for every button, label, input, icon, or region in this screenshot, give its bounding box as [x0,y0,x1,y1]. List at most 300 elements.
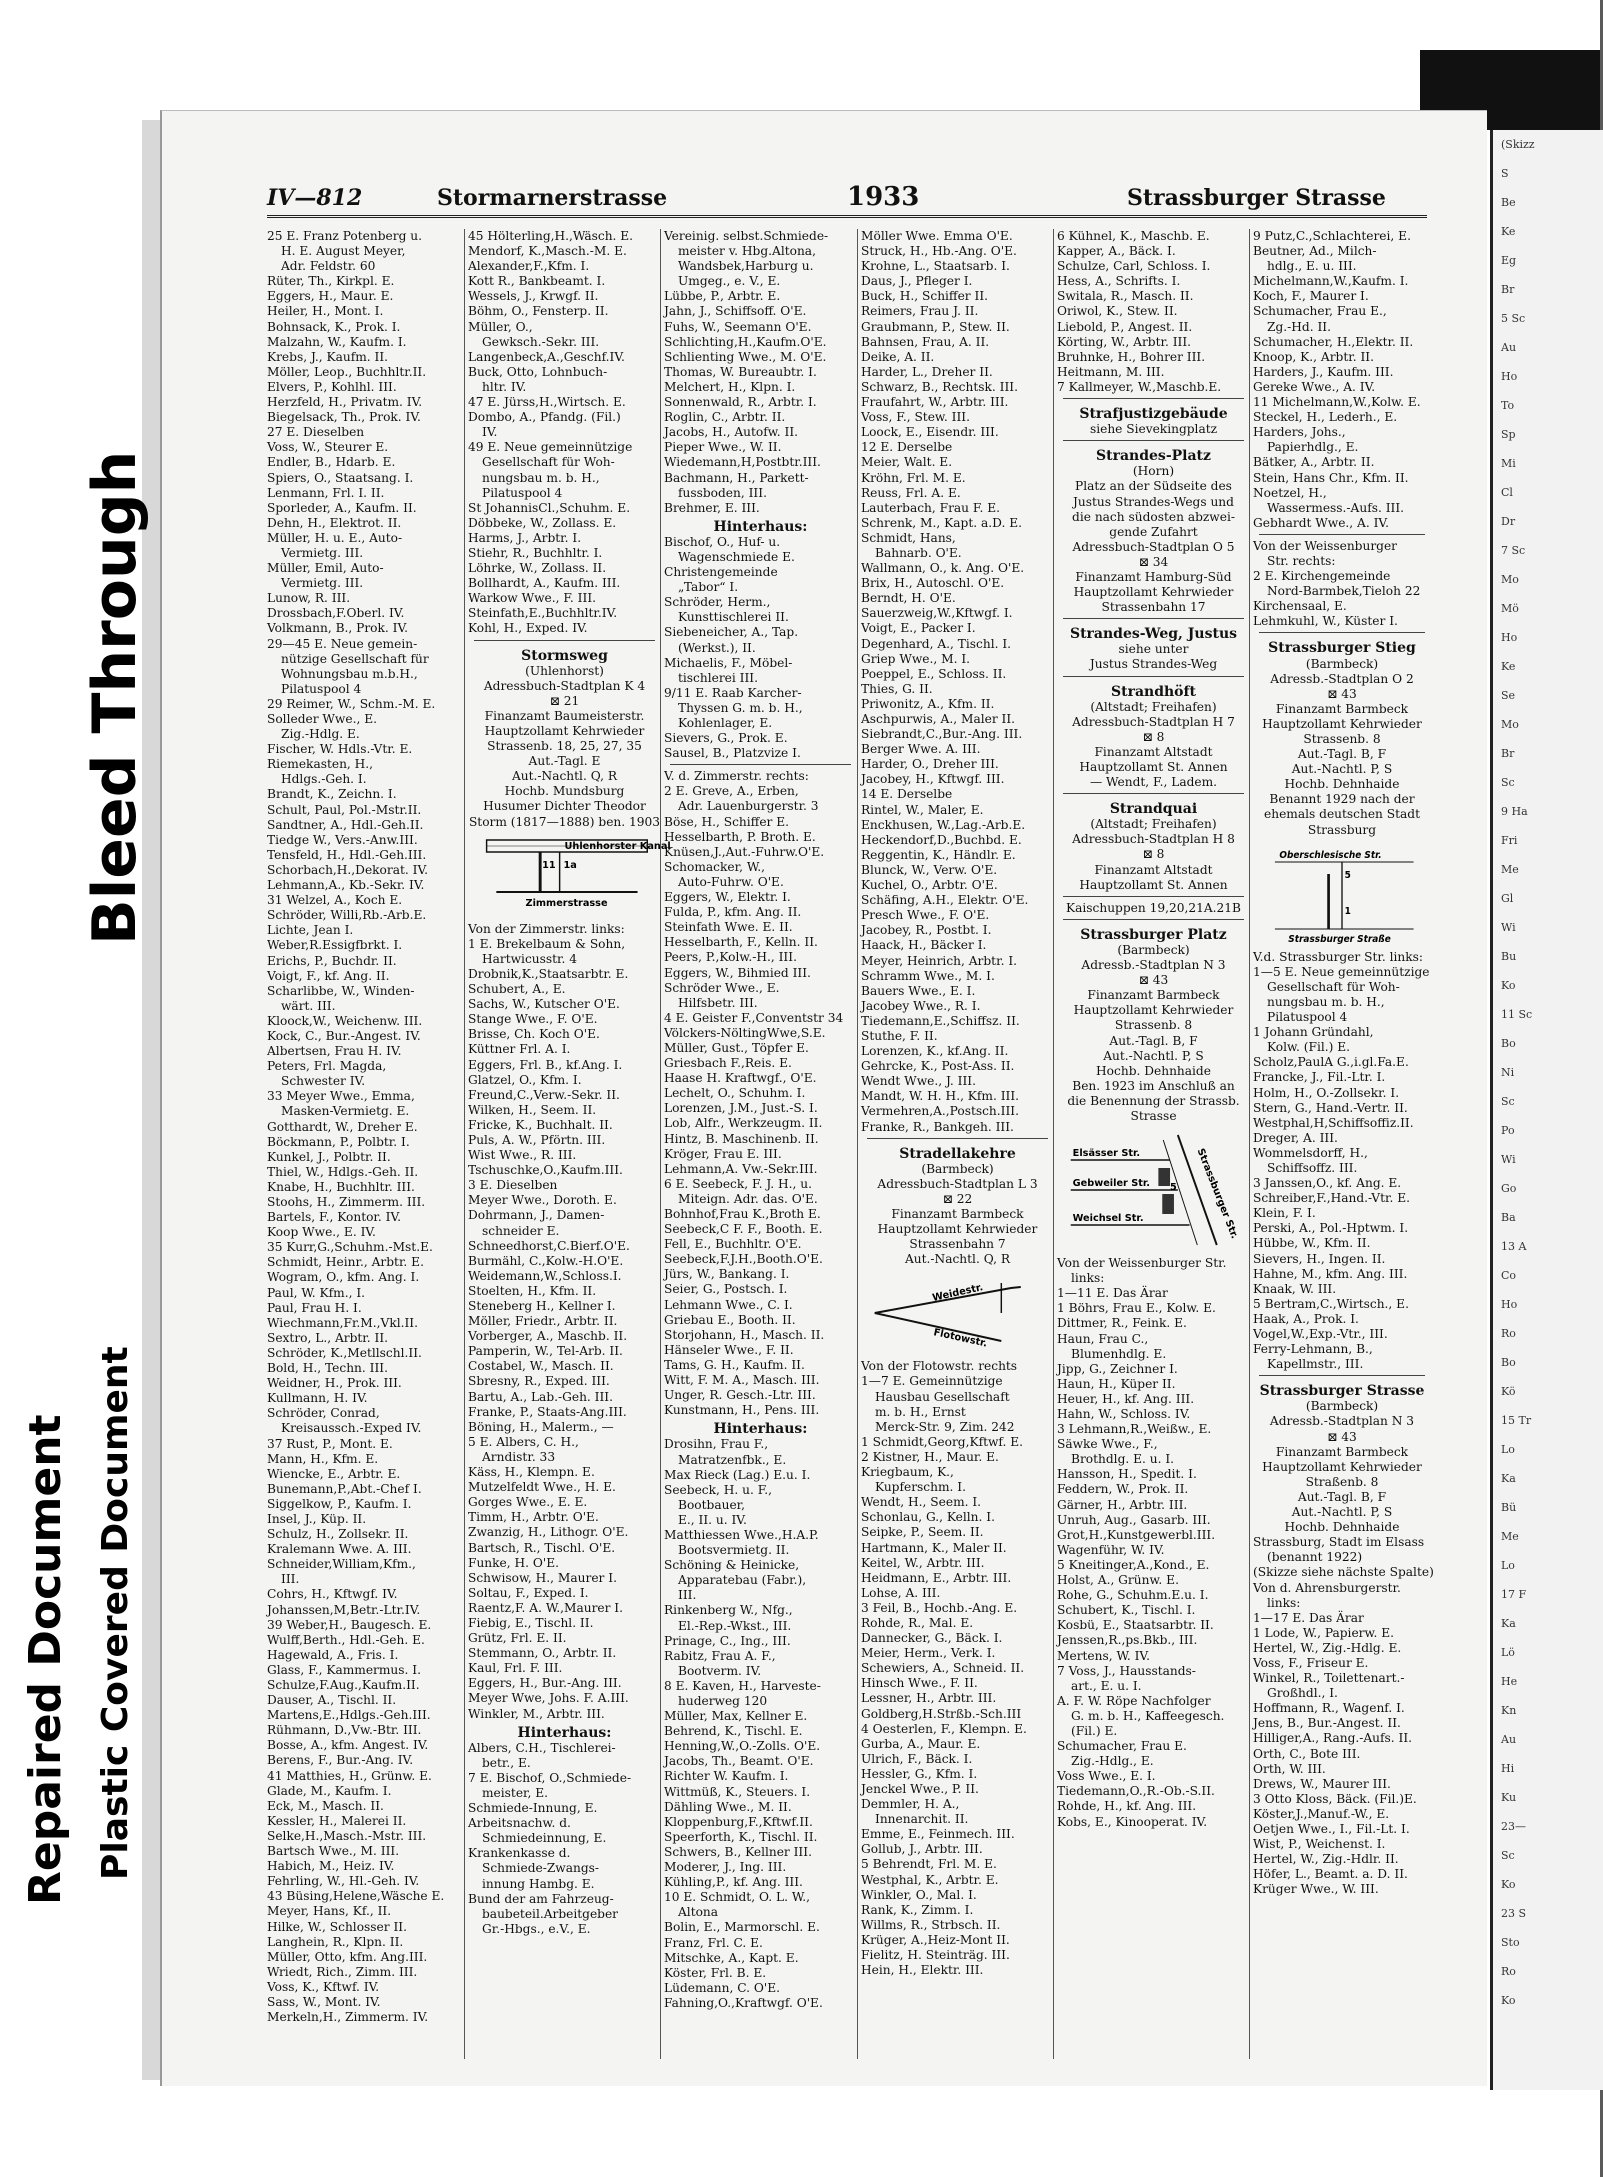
directory-entry: Ulrich, F., Bäck. I. [861,1751,973,1766]
next-page-fragment: Ho [1501,631,1518,644]
directory-entry: Wriedt, Rich., Zimm. III. [267,1964,418,1979]
directory-entry: Schramm Wwe., M. I. [861,968,995,983]
directory-entry-continuation: art., E. u. I. [1071,1678,1142,1693]
street-info: Finanzamt Altstadt [1094,862,1213,877]
directory-entry: Mann, H., Kfm. E. [267,1451,379,1466]
next-page-fragment: Br [1501,283,1515,296]
directory-entry: Gurba, A., Maur. E. [861,1736,981,1751]
directory-entry: Wallmann, O., k. Ang. O'E. [861,561,1025,576]
directory-entry: Langenbeck,A.,Geschf.IV. [468,349,625,364]
directory-entry: Raentz,F. A. W.,Maurer I. [468,1600,623,1615]
next-page-fragment: Po [1501,1124,1515,1137]
next-page-fragment: Ke [1501,225,1516,238]
directory-entry: Holm, H., O.-Zollsekr. I. [1253,1085,1400,1100]
directory-entry: Schwers, B., Kellner III. [664,1844,812,1859]
directory-entry: Bartu, A., Lab.-Geh. III. [468,1389,613,1404]
directory-entry: Schorbach,H.,Dekorat. IV. [267,862,428,877]
directory-entry: Fraufahrt, W., Arbtr. III. [861,395,1009,410]
directory-entry: Seebeck, H. u. F., [664,1482,773,1497]
directory-entry: Hesselbarth, F., Kelln. II. [664,935,818,950]
directory-entry: Max Rieck (Lag.) E.u. I. [664,1467,811,1482]
directory-entry: Scharlibbe, W., Winden- [267,983,415,998]
directory-entry: Steinfath,E.,Buchhltr.IV. [468,606,618,621]
directory-entry: Schlienting Wwe., M. O'E. [664,349,827,364]
directory-entry: 11 Michelmann,W.,Kolw. E. [1253,395,1421,410]
directory-entry: Brandt, K., Zeichn. I. [267,787,397,802]
directory-entry: Rohde, R., Mal. E. [861,1615,974,1630]
directory-entry: Lechelt, O., Schuhm. I. [664,1086,806,1101]
directory-entry: Witt, F. M. A., Masch. III. [664,1373,820,1388]
street-info: Hauptzollamt Kehrwieder [1073,1003,1234,1018]
directory-entry: Hinsch Wwe., F. II. [861,1676,978,1691]
directory-entry: 14 E. Derselbe [861,787,953,802]
street-info: Finanzamt Hamburg-Süd [1075,569,1232,584]
directory-entry: Harder, O., Dreher III. [861,757,999,772]
directory-entry: Gollub, J., Arbtr. III. [861,1842,983,1857]
next-page-fragment: Eg [1501,254,1517,267]
directory-entry: Jacobey, R., Postbt. I. [861,923,992,938]
next-page-fragment: Fri [1501,834,1518,847]
directory-entry: Haak, A., Prok. I. [1253,1311,1359,1326]
directory-entry: Steinfath Wwe. E. II. [664,920,793,935]
directory-entry: 1 E. Brekelbaum & Sohn, [468,936,626,951]
right-street-title: Strassburger Strasse [1127,185,1386,211]
directory-entry: Jacobs, H., Autofw. II. [664,425,799,440]
next-page-fragment: Bo [1501,1356,1516,1369]
directory-entry: 3 Feil, B., Hochb.-Ang. E. [861,1600,1018,1615]
directory-entry: Schult, Paul, Pol.-Mstr.II. [267,802,422,817]
directory-entry: Insel, J., Küp. II. [267,1511,367,1526]
directory-entry-continuation: meister v. Hbg.Altona, [678,244,816,259]
street-label-weichsel: Weichsel Str. [1072,1212,1144,1225]
street-info: Hochb. Dehnhaide [1096,1063,1211,1078]
directory-entry: Schäfing, A.H., Elektr. O'E. [861,893,1029,908]
street-heading: Strafjustizgebäude [1079,406,1228,423]
directory-entry: Weber,R.Essigfbrkt. I. [267,938,403,953]
street-info: ⊠ 43 [1138,973,1169,988]
street-info: ⊠ 34 [1138,554,1169,569]
directory-entry-continuation: IV. [482,425,498,440]
directory-entry: Mandt, W. H. H., Kfm. III. [861,1089,1020,1104]
next-page-fragment: Mo [1501,573,1519,586]
directory-entry: Möller Wwe. Emma O'E. [861,229,1013,243]
directory-entry: 2 Kistner, H., Maur. E. [861,1449,999,1464]
directory-entry: Hilliger,A., Rang.-Aufs. II. [1253,1731,1413,1746]
directory-entry: Lorenzen, K., kf.Ang. II. [861,1044,1009,1059]
next-page-fragment: Ke [1501,660,1516,673]
street-info: die nach südosten abzwei- [1072,509,1235,524]
directory-entry: Steneberg H., Kellner I. [468,1299,616,1313]
directory-entry: Drews, W., Maurer III. [1253,1776,1391,1791]
street-info: (Altstadt; Freihafen) [1090,699,1217,714]
directory-entry: Tensfeld, H., Hdl.-Geh.III. [267,847,427,862]
directory-entry-continuation: Pilatuspool 4 [482,485,563,500]
directory-entry: Bunemann,P.,Abt.-Chef I. [267,1481,422,1496]
directory-entry: Grot,H.,Kunstgewerbl.III. [1057,1527,1216,1542]
directory-entry: Kröhn, Frl. M. E. [861,470,966,485]
street-label-strassburger-strasse: Strassburger Straße [1288,933,1391,945]
directory-entry: Bachmann, H., Parkett- [664,470,809,485]
directory-entry: Noetzel, H., [1253,485,1327,500]
directory-entry-continuation: Vermietg. III. [281,545,364,560]
directory-entry: Enckhusen, W.,Lag.-Arb.E. [861,817,1026,832]
directory-entry: Thies, G. II. [861,681,933,696]
street-info: Finanzamt Altstadt [1094,744,1213,759]
street-info: die Benennung der Strassb. [1067,1093,1240,1108]
directory-entry: Höfer, L., Beamt. a. D. II. [1253,1867,1408,1882]
directory-entry: Gotthardt, W., Dreher E. [267,1119,418,1134]
directory-entry: Rabitz, Frau A. F., [664,1648,776,1663]
directory-entry: Stoohs, H., Zimmerm. III. [267,1195,426,1209]
directory-entry: Seier, G., Postsch. I. [664,1282,788,1297]
canal-label: Uhlenhorster Kanal [564,840,671,852]
directory-entry-continuation: Wandsbek,Harburg u. [678,259,814,274]
directory-entry: Bartsch Wwe., M. III. [267,1844,400,1859]
street-info: Justus Strandes-Wegs und [1073,494,1234,509]
directory-entry: Richter W. Kaufm. I. [664,1769,789,1784]
directory-entry: Schwisow, H., Maurer I. [468,1570,617,1585]
directory-entry: 1—17 E. Das Ärar [1253,1610,1364,1625]
directory-columns [267,229,1434,2059]
directory-entry: Fuhs, W., Seemann O'E. [664,319,812,334]
house-number: 5 [1344,869,1351,881]
directory-entry: Willms, R., Strbsch. II. [861,1917,1001,1932]
label-repaired-document: Repaired Document [20,1414,71,1905]
directory-entry: Kühling,P., kf. Ang. III. [664,1875,803,1890]
directory-entry: Wessels, J., Krwgf. II. [468,289,599,304]
directory-entry: Speerforth, K., Tischl. II. [664,1829,818,1844]
directory-entry: Schmidt, Hans, [861,530,956,545]
directory-entry: Böse, H., Schiffer E. [664,814,790,829]
directory-entry: Sievers, G., Prok. E. [664,731,788,746]
directory-entry: Oriwol, K., Stew. II. [1057,304,1178,319]
directory-entry: 4 Oesterlen, F., Klempn. E. [861,1721,1027,1736]
directory-entry: Hess, A., Schrifts. I. [1057,274,1181,289]
directory-entry: Wulff,Berth., Hdl.-Geh. E. [267,1632,425,1647]
directory-entry: Brisse, Ch. Koch O'E. [468,1027,600,1042]
next-page-fragment: Bo [1501,1037,1516,1050]
directory-entry: Harders, Johs., [1253,425,1346,440]
directory-entry: Von d. Ahrensburgerstr. [1253,1580,1401,1595]
column-1 [267,229,460,2059]
directory-entry: Völckers-NöltingWwe,S.E. [664,1025,826,1040]
directory-entry: Lüdemann, C. O'E. [664,1980,780,1995]
next-page-fragment: S [1501,167,1509,180]
directory-entry: Winkler, M., Arbtr. III. [468,1706,605,1721]
street-info: gende Zufahrt [1109,524,1198,539]
directory-entry: V.d. Strassburger Str. links: [1253,949,1424,964]
directory-entry: Gehrcke, K., Post-Ass. II. [861,1059,1015,1074]
directory-entry: Feddern, W., Prok. II. [1057,1482,1189,1497]
street-info: Aut.-Nachtl. P, S [1291,762,1393,777]
directory-entry: Henning,W.,O.-Zolls. O'E. [664,1739,821,1754]
directory-entry: 5 Behrendt, Frl. M. E. [861,1857,997,1872]
next-page-fragment: Wi [1501,1153,1516,1166]
directory-entry-continuation: baubeteil.Arbeitgeber [482,1906,619,1921]
directory-entry-continuation: nungsbau m. b. H., [482,470,600,485]
next-page-fragment: Sc [1501,1095,1515,1108]
directory-entry: Buck, Otto, Lohnbuch- [468,364,608,379]
directory-entry: Voigt, E., Packer I. [861,621,976,636]
next-page-fragment: 17 F [1501,1588,1527,1601]
directory-entry: Arbeitsnachw. d. [468,1816,571,1831]
street-info: Aut.-Tagl. B, F [1297,747,1387,762]
directory-entry: Schöning & Heinicke, [664,1558,800,1573]
directory-entry: Knabe, H., Buchhltr. III. [267,1179,415,1194]
street-info: (Horn) [1132,464,1175,479]
directory-entry: Jacobey Wwe., R. I. [861,998,981,1013]
section-divider [1063,793,1244,798]
directory-entry: Küttner Frl. A. I. [468,1042,571,1057]
directory-entry: Stern, G., Hand.-Vertr. II. [1253,1100,1408,1115]
directory-entry: Vorberger, A., Maschb. II. [468,1329,628,1344]
street-info: Hauptzollamt Kehrwieder [1262,716,1422,731]
directory-entry: Heitmann, M. III. [1057,364,1165,379]
directory-entry: 29—45 E. Neue gemein- [267,636,418,651]
directory-entry: Herzfeld, H., Privatm. IV. [267,395,423,410]
street-heading: Strassburger Platz [1080,926,1227,943]
directory-entry: Lichte, Jean I. [267,923,354,938]
directory-entry-continuation: H. E. August Meyer, [281,244,406,259]
directory-entry: Kullmann, H. IV. [267,1391,368,1406]
directory-entry: Lauterbach, Frau F. E. [861,500,1000,515]
directory-entry: 39 Weber,H., Baugesch. E. [267,1617,432,1632]
street-info: Straßenb. 8 [1305,1474,1379,1489]
next-page-fragment: Kn [1501,1704,1517,1717]
directory-entry: Malzahn, W., Kaufm. I. [267,334,407,349]
street-sketch-map3 [1061,1130,1246,1250]
directory-entry: Michaelis, F., Möbel- [664,655,793,670]
directory-entry: Wilken, H., Seem. II. [468,1102,597,1117]
directory-entry-continuation: Schiffsoffz. III. [1267,1160,1358,1175]
street-info: ⊠ 43 [1327,686,1357,701]
directory-entry: Siebrandt,C.,Bur.-Ang. III. [861,727,1023,742]
directory-entry-continuation: (Fil.) E. [1071,1723,1118,1738]
directory-entry: Drosihn, Frau F., [664,1437,769,1452]
directory-entry: Melchert, H., Klpn. I. [664,379,796,394]
directory-entry: Erichs, P., Buchdr. II. [267,953,397,968]
next-page-fragment: Sc [1501,776,1515,789]
directory-entry-continuation: Thyssen G. m. b. H., [678,700,803,715]
directory-entry: Mitschke, A., Kapt. E. [664,1950,799,1965]
directory-entry: Böhm, O., Fensterp. II. [468,304,609,319]
directory-entry: Kobs, E., Kinooperat. IV. [1057,1814,1208,1829]
street-info: Strassenbahn 7 [909,1237,1006,1252]
street-info: Aut.-Nachtl. Q, R [905,1252,1010,1267]
directory-entry: 45 Hölterling,H.,Wäsch. E. [468,229,634,243]
directory-entry: Böning, H., Malerm., — [468,1419,614,1434]
directory-entry: Schmiede-Innung, E. [468,1801,598,1816]
directory-entry: Sauerzweig,W.,Kftwgf. I. [861,606,1013,621]
directory-entry-continuation: Gesellschaft für Woh- [482,455,615,470]
directory-entry: Knaak, W. III. [1253,1281,1337,1296]
directory-entry: Griep Wwe., M. I. [861,651,971,666]
directory-entry: Gärner, H., Arbtr. III. [1057,1497,1188,1512]
directory-entry: Drobnik,K.,Staatsarbtr. E. [468,966,629,981]
next-page-fragment: Ka [1501,1617,1516,1630]
directory-entry: Elvers, P., Kohlhl. III. [267,379,397,394]
directory-entry: Kloock,W., Weichenw. III. [267,1013,423,1028]
directory-entry: Funke, H. O'E. [468,1555,559,1570]
directory-entry: Schonlau, G., Kelln. I. [861,1510,995,1525]
street-info: Adressb.-Stadtplan N 3 [1269,1414,1415,1429]
directory-entry: Burmähl, C.,Kolw.-H.O'E. [468,1253,624,1268]
directory-entry-continuation: Pilatuspool 4 [1267,1010,1348,1025]
directory-entry: 10 E. Schmidt, O. L. W., [664,1890,810,1905]
directory-entry-continuation: Arndistr. 33 [482,1449,556,1464]
directory-entry: Reimers, Frau J. II. [861,304,979,319]
directory-entry: Kapper, A., Bäck. I. [1057,244,1176,259]
next-page-fragment: Ro [1501,1327,1516,1340]
directory-entry: Roglin, C., Arbtr. II. [664,410,786,425]
directory-entry: Demmler, H. A., [861,1797,960,1812]
next-page-fragment: Ni [1501,1066,1515,1079]
directory-entry: Presch Wwe., F. O'E. [861,908,990,923]
section-divider [1259,632,1425,637]
directory-entry: 5 Bertram,C.,Wirtsch., E. [1253,1296,1409,1311]
directory-entry: Matthiessen Wwe.,H.A.P. [664,1527,819,1542]
directory-entry-continuation: schneider E. [482,1223,560,1238]
directory-entry-continuation: fussboden, III. [678,485,767,500]
directory-entry: Eggers, H., Bur.-Ang. III. [468,1676,622,1691]
directory-entry: Rohde, H., kf. Ang. III. [1057,1799,1197,1814]
directory-entry-continuation: Masken-Vermietg. E. [281,1104,410,1119]
directory-entry-continuation: Brothdlg. E. u. I. [1071,1452,1175,1467]
next-page-fragment: Au [1501,341,1517,354]
directory-entry: Struck, H., Hb.-Ang. O'E. [861,244,1017,259]
street-heading: Stradellakehre [899,1145,1016,1162]
directory-entry: Brehmer, E. III. [664,500,760,515]
column-2 [464,229,671,2059]
directory-entry: Tams, G. H., Kaufm. II. [664,1357,805,1372]
directory-entry: Fulda, P., kfm. Ang. II. [664,905,802,920]
directory-entry: Brix, H., Autoschl. O'E. [861,576,1005,591]
directory-entry: 25 E. Franz Potenberg u. [267,229,422,243]
directory-entry: Habich, M., Heiz. IV. [267,1859,395,1874]
next-page-fragment: Lö [1501,1646,1515,1659]
directory-entry: Fell, E., Buchhltr. O'E. [664,1237,802,1252]
directory-entry: Bahnsen, Frau, A. II. [861,334,990,349]
next-page-fragment: Be [1501,196,1516,209]
directory-entry-continuation: hdlg., E. u. III. [1267,259,1357,274]
directory-entry: Vermehren,A.,Postsch.III. [861,1104,1019,1119]
directory-entry: Prinage, C., Ing., III. [664,1633,791,1648]
directory-entry: Langhein, R., Klpn. II. [267,1934,404,1949]
house-number: 11 [542,859,556,871]
directory-entry: Franke, R., Bankgeh. III. [861,1119,1014,1134]
street-info: Adressbuch-Stadtplan H 8 [1072,832,1235,847]
directory-entry-continuation: Bootsvermietg. II. [678,1543,790,1558]
directory-entry: Solleder Wwe., E. [267,712,377,726]
directory-entry-continuation: Kohlenlager, E. [678,716,773,730]
directory-entry: 41 Matthies, H., Grünw. E. [267,1768,432,1783]
directory-entry: Harder, L., Dreher II. [861,364,993,379]
directory-entry: 6 Kühnel, K., Maschb. E. [1057,229,1210,243]
directory-entry-continuation: Adr. Feldstr. 60 [281,259,376,274]
next-page-fragment: Bü [1501,1501,1517,1514]
directory-entry: Von der Weissenburger Str. [1057,1256,1227,1271]
directory-entry: Böckmann, P., Polbtr. I. [267,1134,410,1149]
next-page-fragment: Sp [1501,428,1516,441]
directory-entry-continuation: Adr. Lauenburgerstr. 3 [678,799,819,814]
street-info: siehe Sievekingplatz [1089,422,1218,437]
directory-entry: Tschuschke,O.,Kaufm.III. [468,1163,623,1178]
next-page-fragment: Mi [1501,457,1516,470]
directory-entry: Dreger, A. III. [1253,1130,1338,1145]
street-info: (Barmbeck) [1117,942,1190,957]
street-info: Aut.-Nachtl. P, S [1103,1048,1204,1063]
directory-entry-continuation: Kunsttischlerei II. [678,610,789,625]
next-page-fragment: Gl [1501,892,1514,905]
directory-entry: Drossbach,F.Oberl. IV. [267,606,405,621]
directory-entry: Volkmann, B., Prok. IV. [267,621,409,636]
street-info: Hauptzollamt Kehrwieder [877,1222,1038,1237]
directory-entry-continuation: (benannt 1922) [1267,1550,1363,1565]
directory-entry: 8 E. Kaven, H., Harveste- [664,1678,821,1693]
street-info: ⊠ 8 [1142,847,1165,862]
street-info: Finanzamt Barmbeck [1275,1444,1409,1459]
directory-entry: Franz, Frl. C. E. [664,1935,763,1950]
directory-entry-continuation: Miteign. Adr. das. O'E. [678,1191,818,1206]
section-divider [1063,919,1244,924]
directory-entry: Meier, Herm., Verk. I. [861,1646,996,1661]
directory-entry: Hintz, B. Maschinenb. II. [664,1131,819,1146]
directory-entry: Möller, Friedr., Arbtr. II. [468,1314,618,1329]
directory-entry: Schröder, Conrad, [267,1406,380,1421]
directory-entry: Möller, Leop., Buchhltr.II. [267,364,427,379]
left-street-title: Stormarnerstrasse [437,185,668,211]
street-info: Hochb. Dehnhaide [1284,777,1400,792]
directory-entry: Lübbe, P., Arbtr. E. [664,289,781,304]
directory-entry: Hertel, W., Zig.-Hdlg. E. [1253,1640,1402,1655]
section-divider [867,1138,1048,1143]
directory-entry: Lehmkuhl, W., Küster I. [1253,614,1398,629]
directory-entry: Deike, A. II. [861,349,935,364]
directory-entry: Müller, Max, Kellner E. [664,1709,808,1724]
street-heading: Strandquai [1109,801,1198,818]
street-heading: Hinterhaus: [517,1724,612,1741]
next-page-fragment: Lo [1501,1443,1515,1456]
directory-entry: 29 Reimer, W., Schm.-M. E. [267,696,436,711]
directory-entry: Käss, H., Klempn. E. [468,1465,595,1480]
street-info: Adressbuch-Stadtplan K 4 [483,678,646,693]
next-page-fragment: Co [1501,1269,1517,1282]
next-page-fragment: Ka [1501,1472,1516,1485]
section-divider [1063,398,1244,403]
street-info: Finanzamt Barmbeck [1087,988,1220,1003]
street-heading: Strassburger Stieg [1268,640,1416,657]
directory-entry: Haun, H., Küper II. [1057,1376,1176,1391]
column-4 [857,229,1054,2059]
directory-entry: Tiedemann,E.,Schiffsz. II. [861,1013,1020,1028]
directory-entry: Jenckel Wwe., P. II. [861,1782,979,1796]
directory-entry: Siggelkow, P., Kaufm. I. [267,1496,412,1511]
directory-entry: Soltau, F., Exped. I. [468,1585,589,1600]
directory-entry: Lohse, A. III. [861,1585,941,1600]
street-info: Strassenbahn 17 [1101,600,1206,615]
directory-entry: Voss, F., Stew. III. [861,410,970,425]
street-info: Strassenb. 8 [1114,1018,1193,1033]
directory-entry: 33 Meyer Wwe., Emma, [267,1089,415,1104]
directory-entry: Griesbach F.,Reis. E. [664,1056,792,1071]
directory-entry: Bätker, A., Arbtr. II. [1253,455,1375,470]
directory-entry: Schulze,F.Aug.,Kaufm.II. [267,1678,420,1692]
next-page-fragment: (Skizz [1501,138,1535,151]
directory-entry-continuation: Apparatebau (Fabr.), [678,1573,807,1588]
directory-entry-continuation: El.-Rep.-Wkst., III. [678,1618,792,1633]
directory-entry: Emme, E., Feinmech. III. [861,1827,1015,1842]
street-info: Ben. 1923 im Anschluß an [1072,1078,1235,1093]
